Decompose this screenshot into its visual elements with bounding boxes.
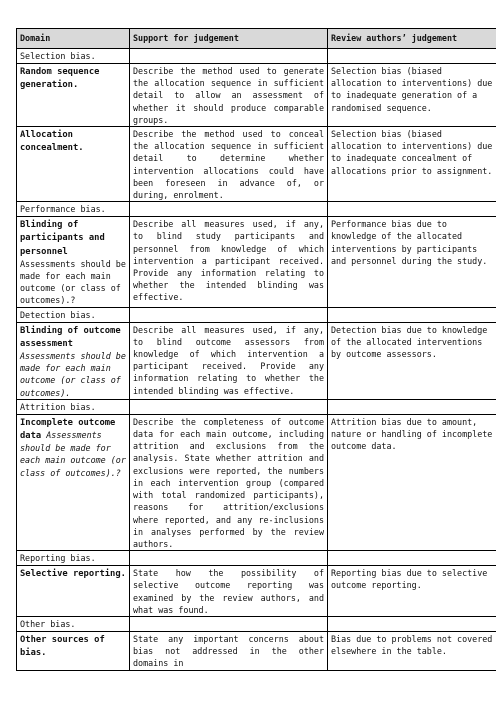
- risk-of-bias-table: [16, 28, 496, 671]
- domain-cell: [17, 414, 130, 550]
- section-row: [17, 616, 496, 631]
- judgement-cell: Detection bias due to knowledge of the allocated interventions by outcome assessors.: [328, 322, 496, 399]
- table-header-row: [17, 29, 496, 49]
- support-cell: Describe all measures used, if any, to blind study participants and personnel from knowledge of which intervention a participant received. Provide any information relating to whether the intended blinding was effective.: [130, 217, 328, 307]
- domain-cell: [17, 566, 130, 617]
- section-row: [17, 399, 496, 414]
- domain-name: Other sources of bias.: [20, 634, 105, 659]
- domain-cell: [17, 322, 130, 399]
- domain-name: Random sequence generation.: [20, 67, 100, 91]
- domain-name: Allocation concealment.: [20, 130, 84, 154]
- table-row: [17, 631, 496, 670]
- empty-cell: [130, 307, 328, 322]
- domain-note: Assessments should be made for each main outcome (or class of outcomes).?: [20, 258, 126, 306]
- domain-cell: [17, 217, 130, 307]
- empty-cell: [328, 616, 496, 631]
- empty-cell: [328, 399, 496, 414]
- section-row: [17, 202, 496, 217]
- section-row: [17, 49, 496, 64]
- domain-cell: [17, 64, 130, 127]
- support-cell: Describe the completeness of outcome data for each main outcome, including attrition and exclusions from the analysis. State whether attrition and exclusions were reported, the numbers in each intervention group (compared with total randomized participants), reasons for attrition/exclusions where reported, and any re-inclusions in analyses performed by the review authors.: [130, 414, 328, 550]
- domain-note: Assessments should be made for each main outcome (or class of outcomes).: [20, 351, 126, 398]
- support-cell: State any important concerns about bias not addressed in the other domains in: [130, 631, 328, 670]
- section-row: [17, 307, 496, 322]
- section-title: Selection bias.: [17, 49, 130, 64]
- judgement-cell: Selection bias (biased allocation to interventions) due to inadequate concealment of allocations prior to assignment.: [328, 127, 496, 202]
- support-cell: Describe all measures used, if any, to blind outcome assessors from knowledge of which intervention a participant received. Provide any information relating to whether the intended blinding was effective.: [130, 322, 328, 399]
- domain-cell: [17, 127, 130, 202]
- empty-cell: [130, 551, 328, 566]
- domain-name: Selective reporting.: [20, 569, 126, 580]
- table-row: [17, 127, 496, 202]
- empty-cell: [328, 49, 496, 64]
- domain-name: Blinding of participants and personnel: [20, 220, 105, 257]
- section-title: Detection bias.: [17, 307, 130, 322]
- table-row: [17, 64, 496, 127]
- domain-name: Blinding of outcome assessment: [20, 325, 121, 349]
- support-cell: Describe the method used to generate the allocation sequence in sufficient detail to allow an assessment of whether it should produce comparable groups.: [130, 64, 328, 127]
- judgement-cell: Bias due to problems not covered elsewhere in the table.: [328, 631, 496, 670]
- empty-cell: [328, 551, 496, 566]
- section-title: Reporting bias.: [17, 551, 130, 566]
- table-row: [17, 414, 496, 550]
- empty-cell: [328, 202, 496, 217]
- table-row: [17, 566, 496, 617]
- support-cell: State how the possibility of selective outcome reporting was examined by the review authors, and what was found.: [130, 566, 328, 617]
- empty-cell: [130, 399, 328, 414]
- judgement-cell: Performance bias due to knowledge of the allocated interventions by participants and personnel during the study.: [328, 217, 496, 307]
- judgement-cell: Selection bias (biased allocation to interventions) due to inadequate generation of a randomised sequence.: [328, 64, 496, 127]
- table-row: [17, 217, 496, 307]
- header-support: Support for judgement: [130, 29, 328, 49]
- domain-name: Incomplete outcome data: [20, 417, 116, 442]
- section-title: Performance bias.: [17, 202, 130, 217]
- empty-cell: [130, 616, 328, 631]
- empty-cell: [328, 307, 496, 322]
- header-domain: Domain: [17, 29, 130, 49]
- domain-note: Assessments should be made for each main outcome (or class of outcomes).?: [20, 430, 126, 478]
- judgement-cell: Attrition bias due to amount, nature or handling of incomplete outcome data.: [328, 414, 496, 550]
- header-judgement: Review authors’ judgement: [328, 29, 496, 49]
- section-title: Other bias.: [17, 616, 130, 631]
- section-title: Attrition bias.: [17, 399, 130, 414]
- domain-cell: [17, 631, 130, 670]
- section-row: [17, 551, 496, 566]
- table-row: [17, 322, 496, 399]
- support-cell: Describe the method used to conceal the allocation sequence in sufficient detail to determine whether intervention allocations could have been foreseen in advance of, or during, enrolment.: [130, 127, 328, 202]
- risk-of-bias-table-page: [16, 28, 496, 671]
- empty-cell: [130, 202, 328, 217]
- empty-cell: [130, 49, 328, 64]
- judgement-cell: Reporting bias due to selective outcome reporting.: [328, 566, 496, 617]
